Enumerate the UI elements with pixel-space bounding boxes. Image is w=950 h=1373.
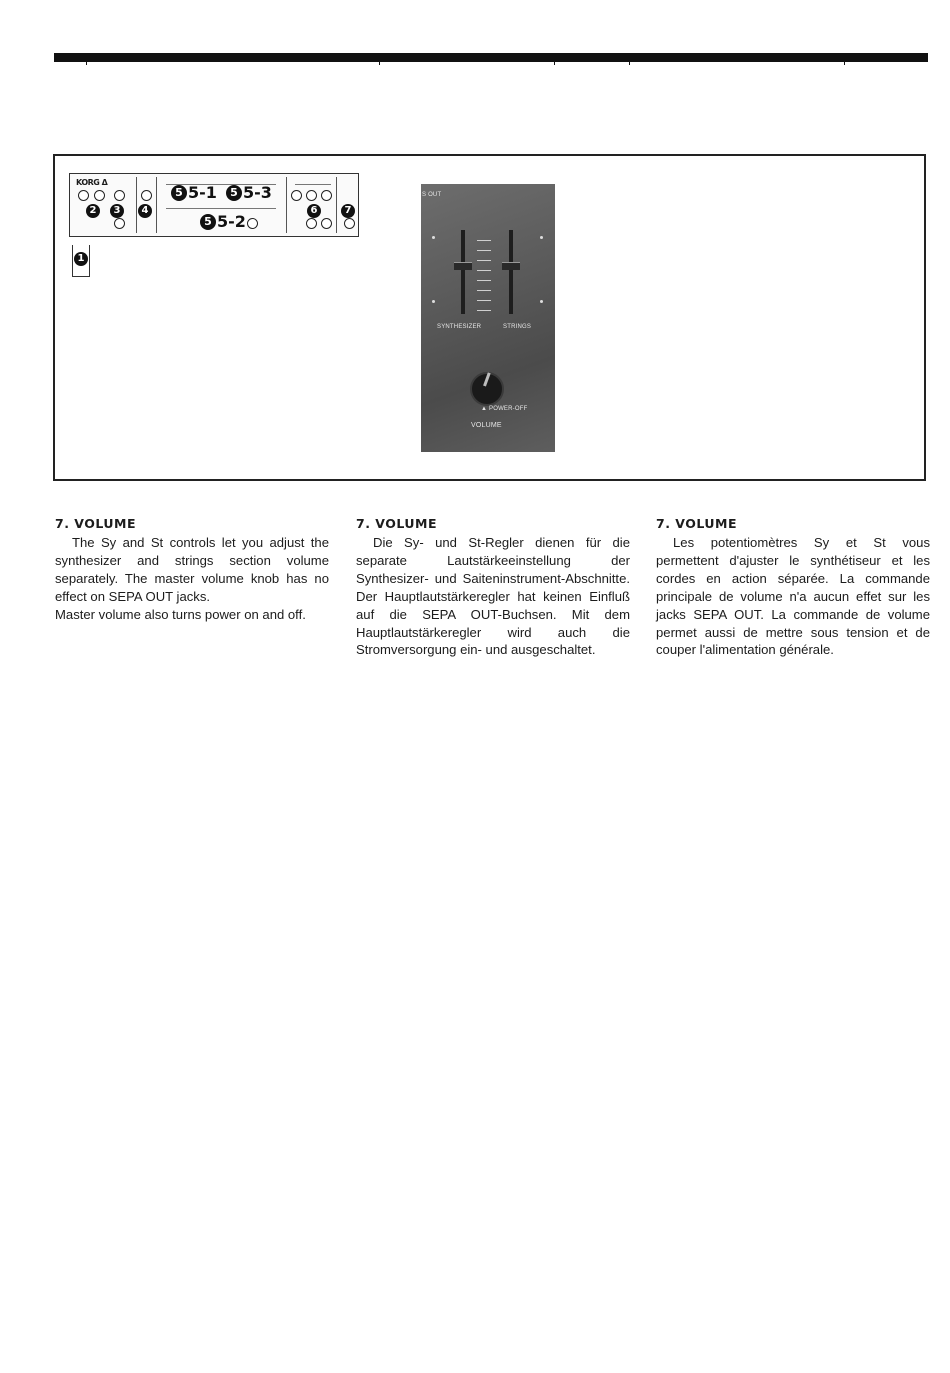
column-german — [356, 515, 630, 659]
section-heading: 7. VOLUME — [356, 516, 438, 531]
panel-header-line — [295, 184, 331, 185]
paragraph: Master volume also turns power on and off. — [55, 606, 306, 622]
scale-mark — [477, 290, 491, 291]
photo-label-synthesizer: SYNTHESIZER — [437, 324, 482, 330]
panel-knob — [114, 190, 125, 201]
front-panel-diagram — [69, 173, 359, 237]
top-rule — [54, 53, 928, 62]
paragraph: The Sy and St controls let you adjust the synthesizer and strings section volume separately. The master volume knob has no effect on SEPA OUT jacks. — [55, 535, 329, 604]
callout-badge-7: 7 — [341, 204, 355, 218]
panel-knob — [114, 218, 125, 229]
panel-divider — [156, 177, 157, 233]
callout-badge-1: 1 — [74, 252, 88, 266]
scale-mark — [477, 260, 491, 261]
panel-logo: KORG Δ — [76, 178, 108, 187]
scale-mark — [477, 310, 491, 311]
callout-bracket-1 — [72, 245, 90, 277]
photo-label-power-off: ▲ POWER-OFF — [481, 406, 528, 412]
scale-mark — [477, 270, 491, 271]
panel-knob — [344, 218, 355, 229]
panel-knob — [291, 190, 302, 201]
photo-label-out: S OUT — [422, 192, 442, 198]
panel-divider — [286, 177, 287, 233]
callout-badge-6: 6 — [307, 204, 321, 218]
callout-label-5-1: 5 5-1 — [171, 185, 217, 201]
column-english — [55, 515, 329, 624]
panel-knob — [247, 218, 258, 229]
photo-screw — [540, 236, 543, 239]
photo-label-volume: VOLUME — [471, 422, 502, 429]
panel-divider — [136, 177, 137, 233]
panel-knob — [141, 190, 152, 201]
strings-slider-cap — [502, 262, 520, 270]
paragraph: Les potentiomètres Sy et St vous permettent d'ajuster le synthétiseur et les cordes en action séparée. La commande principale de volume n'a aucun effet sur les jacks SEPA OUT. La commande de volume permet aussi de mettre sous tension et de couper l'alimentation générale. — [656, 535, 930, 658]
section-heading: 7. VOLUME — [656, 516, 738, 531]
scale-mark — [477, 240, 491, 241]
photo-screw — [432, 300, 435, 303]
column-french — [656, 515, 930, 659]
callout-label-5-3: 5 5-3 — [226, 185, 272, 201]
callout-badge-3: 3 — [110, 204, 124, 218]
volume-section-photo — [421, 184, 555, 452]
section-heading: 7. VOLUME — [55, 516, 137, 531]
photo-screw — [540, 300, 543, 303]
panel-divider — [336, 177, 337, 233]
synth-slider-track — [461, 230, 465, 314]
callout-badge-2: 2 — [86, 204, 100, 218]
panel-knob — [94, 190, 105, 201]
photo-screw — [432, 236, 435, 239]
panel-knob — [321, 218, 332, 229]
scale-mark — [477, 280, 491, 281]
paragraph: Die Sy- und St-Regler dienen für die separate Lautstärkeeinstellung der Synthesizer- und Saiteninstrument-Abschnitte. Der Hauptlautstärkeregler hat keinen Einfluß auf die SEPA OUT-Buchsen. Mit dem Hauptlautstärkeregler wird auch die Stromversorgung ein- und ausgeschaltet. — [356, 535, 630, 658]
scale-mark — [477, 300, 491, 301]
figure-box — [53, 154, 926, 481]
panel-scale-line — [166, 208, 276, 209]
strings-slider-track — [509, 230, 513, 314]
scale-mark — [477, 250, 491, 251]
panel-knob — [78, 190, 89, 201]
panel-knob — [306, 218, 317, 229]
callout-badge-4: 4 — [138, 204, 152, 218]
panel-knob — [321, 190, 332, 201]
photo-label-strings: STRINGS — [503, 324, 532, 330]
panel-knob — [306, 190, 317, 201]
callout-label-5-2: 5 5-2 — [200, 214, 246, 230]
synth-slider-cap — [454, 262, 472, 270]
